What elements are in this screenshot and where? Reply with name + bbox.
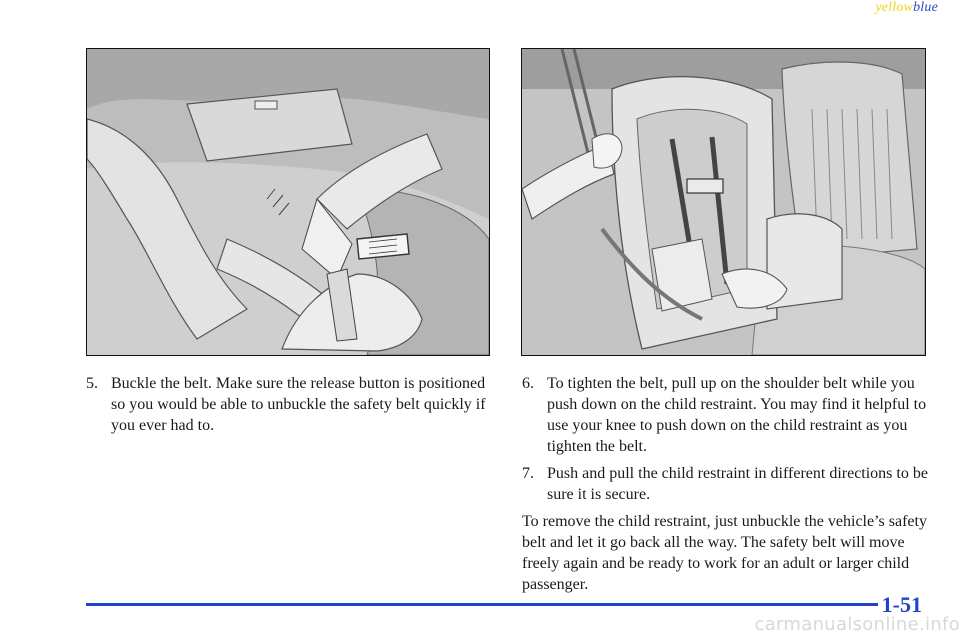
color-mark-yellow: yellow xyxy=(875,0,914,15)
right-column xyxy=(522,373,930,595)
step-5 xyxy=(86,373,490,436)
child-restraint-illustration xyxy=(521,48,926,356)
buckle-illustration xyxy=(86,48,490,356)
footer-rule xyxy=(86,603,878,606)
color-mark-blue: blue xyxy=(913,0,938,15)
step-7 xyxy=(522,463,930,505)
step-number: 5. xyxy=(86,375,98,392)
page-number: 1-51 xyxy=(881,592,922,617)
watermark: carmanualsonline.info xyxy=(754,614,960,635)
removal-paragraph: To remove the child restraint, just unbuckle the vehicle’s safety belt and let it go back all the way. The safety belt will move freely again and be ready to work for an adult or larger child passenger. xyxy=(522,513,927,593)
step-text: To tighten the belt, pull up on the shoulder belt while you push down on the child restraint. You may find it helpful to use your knee to push down on the child restraint as you tighten the belt. xyxy=(547,375,927,455)
step-6 xyxy=(522,373,930,457)
seat-belt-buckle-illustration-icon xyxy=(87,49,489,355)
child-restraint-seat-illustration-icon xyxy=(522,49,925,355)
step-text: Buckle the belt. Make sure the release button is positioned so you would be able to unbuckle the safety belt quickly if you ever had to. xyxy=(111,375,486,434)
left-column xyxy=(86,373,490,442)
step-number: 6. xyxy=(522,375,534,392)
step-number: 7. xyxy=(522,465,534,482)
step-text: Push and pull the child restraint in different directions to be sure it is secure. xyxy=(547,465,928,503)
color-mark xyxy=(875,0,938,16)
